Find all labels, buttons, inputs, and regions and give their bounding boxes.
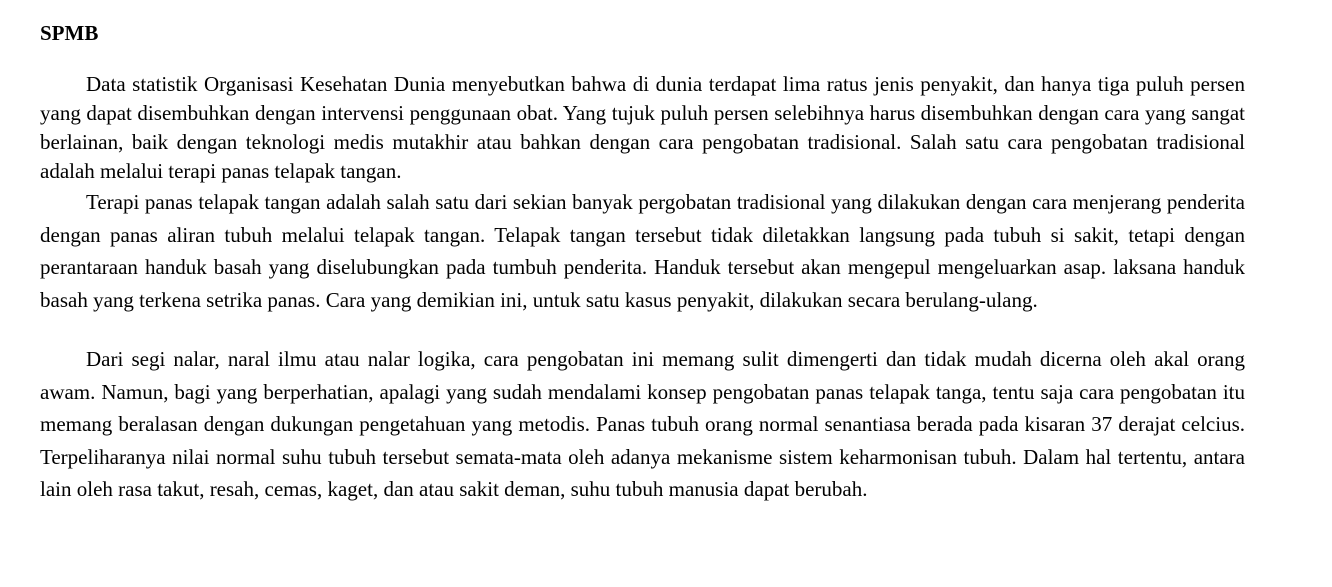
paragraph-3: Dari segi nalar, naral ilmu atau nalar logika, cara pengobatan ini memang sulit dimengerti dan tidak mudah dicerna oleh akal orang awam. Namun, bagi yang berperhatian, apalagi yang sudah mendalami konsep pengobatan panas telapak tanga, tentu saja cara pengobatan itu memang beralasan dengan dukungan pengetahuan yang metodis. Panas tubuh orang normal senantiasa berada pada kisaran 37 derajat celcius. Terpeliharanya nilai normal suhu tubuh tersebut semata-mata oleh adanya mekanisme sistem keharmonisan tubuh. Dalam hal tertentu, antara lain oleh rasa takut, resah, cemas, kaget, dan atau sakit deman, suhu tubuh manusia dapat berubah.: [40, 347, 1245, 501]
paragraph-spacer: [40, 316, 1245, 343]
document-heading: SPMB: [40, 21, 99, 45]
paragraph-2: Terapi panas telapak tangan adalah salah satu dari sekian banyak pergobatan tradisional yang dilakukan dengan cara menjerang penderita dengan panas aliran tubuh melalui telapak tangan. Telapak tangan tersebut tidak diletakkan langsung pada tubuh si sakit, tetapi dengan perantaraan handuk basah yang diselubungkan pada tumbuh penderita. Handuk tersebut akan mengepul mengeluarkan asap. laksana handuk basah yang terkena setrika panas. Cara yang demikian ini, untuk satu kasus penyakit, dilakukan secara berulang-ulang.: [40, 190, 1245, 312]
paragraph-1: Data statistik Organisasi Kesehatan Dunia menyebutkan bahwa di dunia terdapat lima ratus jenis penyakit, dan hanya tiga puluh persen yang dapat disembuhkan dengan intervensi penggunaan obat. Yang tujuk puluh persen selebihnya harus disembuhkan dengan cara yang sangat berlainan, baik dengan teknologi medis mutakhir atau bahkan dengan cara pengobatan tradisional. Salah satu cara pengobatan tradisional adalah melalui terapi panas telapak tangan.: [40, 72, 1245, 183]
document-page: [40, 20, 1245, 506]
